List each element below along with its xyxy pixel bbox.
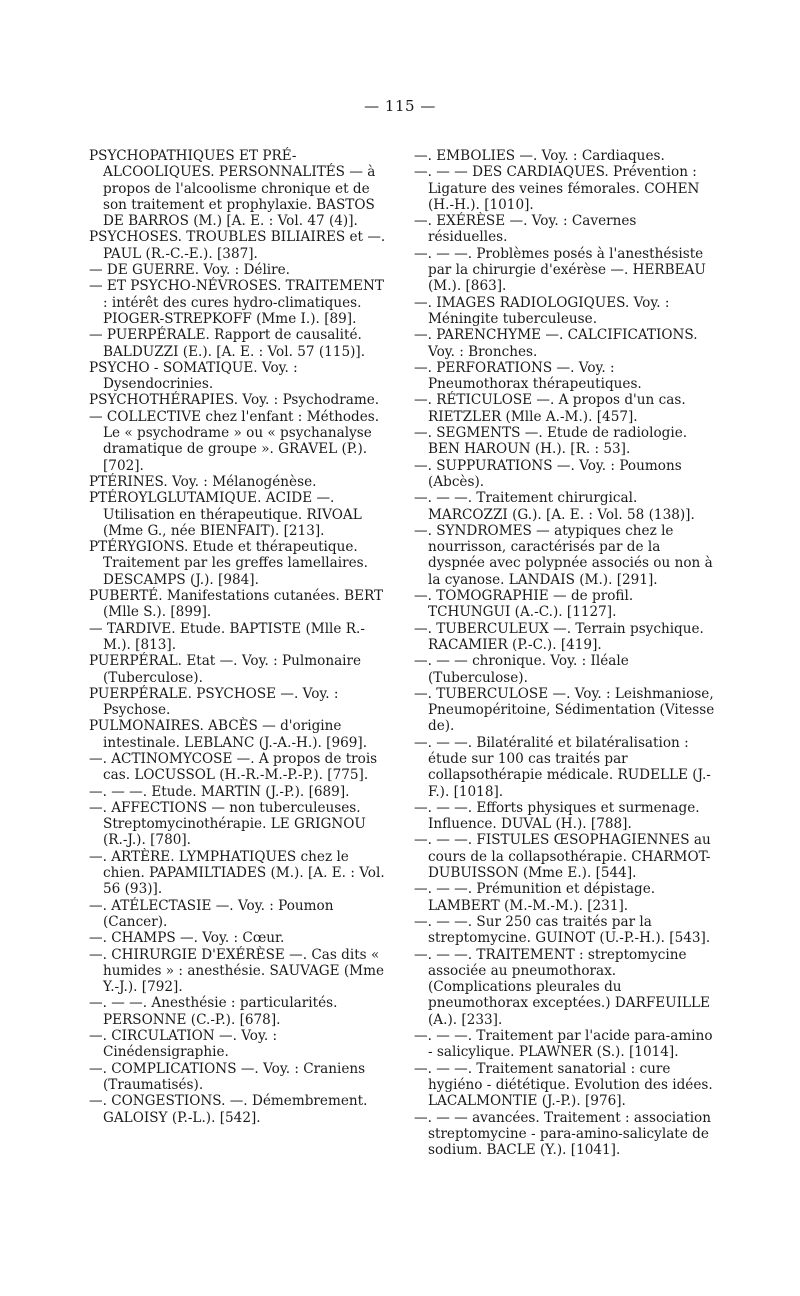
index-entry: —. SEGMENTS —. Etude de radiologie. BEN HAROUN (H.). [R. : 53]. bbox=[414, 425, 688, 458]
index-entry: —. — —. Traitement par l'acide para-amino - salicylique. PLAWNER (S.). [1014]. bbox=[414, 1028, 713, 1061]
index-column-left bbox=[89, 148, 389, 1126]
index-entry: —. — —. Problèmes posés à l'anesthésiste par la chirurgie d'exérèse —. HERBEAU (M.). [863]. bbox=[414, 245, 706, 295]
index-entry: —. — — avancées. Traitement : association streptomycine - para-amino-salicylate de sodium. BACLE (Y.). [1041]. bbox=[414, 1109, 711, 1159]
index-entry: —. TOMOGRAPHIE — de profil. TCHUNGUI (A.-C.). [1127]. bbox=[414, 588, 634, 621]
index-entry: PSYCHO - SOMATIQUE. Voy. : Dysendocrinies. bbox=[89, 359, 298, 393]
index-entry: —. RÉTICULOSE —. A propos d'un cas. RIETZLER (Mlle A.-M.). [457]. bbox=[414, 392, 686, 425]
index-entry: —. TUBERCULEUX —. Terrain psychique. RACAMIER (P.-C.). [419]. bbox=[414, 620, 704, 653]
index-entry: —. — —. Traitement sanatorial : cure hygiéno - diététique. Evolution des idées. LACALMONTIE (J.-P.). [976]. bbox=[414, 1060, 713, 1110]
index-entry: —. CHIRURGIE D'EXÉRÈSE —. Cas dits « humides » : anesthésie. SAUVAGE (Mme Y.-J.). [792]. bbox=[89, 946, 385, 996]
index-entry: —. EMBOLIES —. Voy. : Cardiaques. bbox=[414, 148, 665, 164]
index-entry: — COLLECTIVE chez l'enfant : Méthodes. Le « psychodrame » ou « psychanalyse dramatique de groupe ». GRAVEL (P.). [702]. bbox=[89, 408, 380, 474]
index-entry: —. TUBERCULOSE —. Voy. : Leishmaniose, Pneumopéritoine, Sédimentation (Vitesse de). bbox=[414, 685, 715, 735]
page-number: — 115 — bbox=[364, 97, 436, 115]
index-entry: — TARDIVE. Etude. BAPTISTE (Mlle R.-M.). [813]. bbox=[89, 620, 365, 653]
index-entry: PSYCHOTHÉRAPIES. Voy. : Psychodrame. bbox=[89, 392, 380, 409]
index-entry: —. — —. FISTULES ŒSOPHAGIENNES au cours de la collapsothérapie. CHARMOT-DUBUISSON (Mme E.). [544]. bbox=[414, 832, 711, 882]
index-entry: —. — — chronique. Voy. : Iléale (Tuberculose). bbox=[414, 653, 629, 686]
index-entry: PTÉRYGIONS. Etude et thérapeutique. Traitement par les greffes lamellaires. DESCAMPS (J.). [984]. bbox=[89, 539, 368, 588]
index-entry: —. CIRCULATION —. Voy. : Cinédensigraphie. bbox=[89, 1028, 278, 1061]
index-entry: —. ATÉLECTASIE —. Voy. : Poumon (Cancer). bbox=[89, 897, 334, 930]
index-entry: —. SUPPURATIONS —. Voy. : Poumons (Abcès). bbox=[414, 457, 682, 490]
index-entry: —. EXÉRÈSE —. Voy. : Cavernes résiduelles. bbox=[414, 213, 637, 246]
index-entry: —. — —. Efforts physiques et surmenage. Influence. DUVAL (H.). [788]. bbox=[414, 799, 700, 833]
index-column-right bbox=[414, 148, 716, 1158]
index-entry: —. — —. Prémunition et dépistage. LAMBERT (M.-M.-M.). [231]. bbox=[414, 881, 656, 914]
index-entry: — ET PSYCHO-NÉVROSES. TRAITEMENT : intérêt des cures hydro-climatiques. PIOGER-STREPKOFF (Mme I.). [89]. bbox=[89, 278, 384, 327]
index-entry: PTÉROYLGLUTAMIQUE. ACIDE —. Utilisation en thérapeutique. RIVOAL (Mme G., née BIENFAIT). [213]. bbox=[89, 490, 362, 539]
index-entry: PSYCHOSES. TROUBLES BILIAIRES et —. PAUL (R.-C.-E.). [387]. bbox=[89, 229, 386, 262]
index-entry: —. COMPLICATIONS —. Voy. : Craniens (Traumatisés). bbox=[89, 1060, 366, 1093]
index-entry: PUERPÉRALE. PSYCHOSE —. Voy. : Psychose. bbox=[89, 685, 339, 719]
index-entry: —. ARTÈRE. LYMPHATIQUES chez le chien. PAPAMILTIADES (M.). [A. E. : Vol. 56 (93)]. bbox=[89, 848, 385, 898]
index-entry: —. AFFECTIONS — non tuberculeuses. Streptomycinothérapie. LE GRIGNOU (R.-J.). [780]. bbox=[89, 799, 366, 849]
index-entry: —. — —. TRAITEMENT : streptomycine associée au pneumothorax. (Complications pleurales du pneumothorax exceptées.) DARFEUILLE (A.). [233]. bbox=[414, 946, 710, 1028]
index-entry: PUBERTÉ. Manifestations cutanées. BERT (Mlle S.). [899]. bbox=[89, 588, 384, 621]
index-entry: PTÉRINES. Voy. : Mélanogénèse. bbox=[89, 473, 317, 490]
index-entry: —. PERFORATIONS —. Voy. : Pneumothorax thérapeutiques. bbox=[414, 359, 642, 393]
index-entry: —. IMAGES RADIOLOGIQUES. Voy. : Méningite tuberculeuse. bbox=[414, 294, 670, 327]
index-entry: —. — —. Sur 250 cas traités par la streptomycine. GUINOT (U.-P.-H.). [543]. bbox=[414, 913, 711, 947]
index-entry: —. — —. Anesthésie : particularités. PERSONNE (C.-P.). [678]. bbox=[89, 995, 338, 1028]
index-entry: —. PARENCHYME —. CALCIFICATIONS. Voy. : Bronches. bbox=[414, 327, 698, 360]
index-entry: —. — —. Bilatéralité et bilatéralisation : étude sur 100 cas traités par collapsothérapie médicale. RUDELLE (J.-F.). [1018]. bbox=[414, 734, 711, 800]
index-entry: —. ACTINOMYCOSE —. A propos de trois cas. LOCUSSOL (H.-R.-M.-P.-P.). [775]. bbox=[89, 750, 378, 784]
index-entry: PUERPÉRAL. Etat —. Voy. : Pulmonaire (Tuberculose). bbox=[89, 653, 362, 686]
index-entry: —. — —. Etude. MARTIN (J.-P.). [689]. bbox=[89, 783, 350, 800]
index-entry: —. — —. Traitement chirurgical. MARCOZZI (G.). [A. E. : Vol. 58 (138)]. bbox=[414, 490, 695, 523]
index-entry: —. CHAMPS —. Voy. : Cœur. bbox=[89, 930, 285, 947]
index-entry: PULMONAIRES. ABCÈS — d'origine intestinale. LEBLANC (J.-A.-H.). [969]. bbox=[89, 718, 368, 751]
index-entry: —. — — DES CARDIAQUES. Prévention : Ligature des veines fémorales. COHEN (H.-H.). [1010]. bbox=[414, 164, 700, 213]
index-entry: —. CONGESTIONS. —. Démembrement. GALOISY (P.-L.). [542]. bbox=[89, 1093, 368, 1126]
index-entry: —. SYNDROMES — atypiques chez le nourrisson, caractérisés par de la dyspnée avec polypnée associés ou non à la cyanose. LANDAIS (M.). [291]. bbox=[414, 522, 713, 588]
index-entry: — DE GUERRE. Voy. : Délire. bbox=[89, 262, 291, 279]
index-entry: PSYCHOPATHIQUES ET PRÉ-ALCOOLIQUES. PERSONNALITÉS — à propos de l'alcoolisme chronique et de son traitement et prophylaxie. BASTOS DE BARROS (M.) [A. E. : Vol. 47 (4)]. bbox=[89, 148, 376, 230]
index-entry: — PUERPÉRALE. Rapport de causalité. BALDUZZI (E.). [A. E. : Vol. 57 (115)]. bbox=[89, 327, 366, 360]
